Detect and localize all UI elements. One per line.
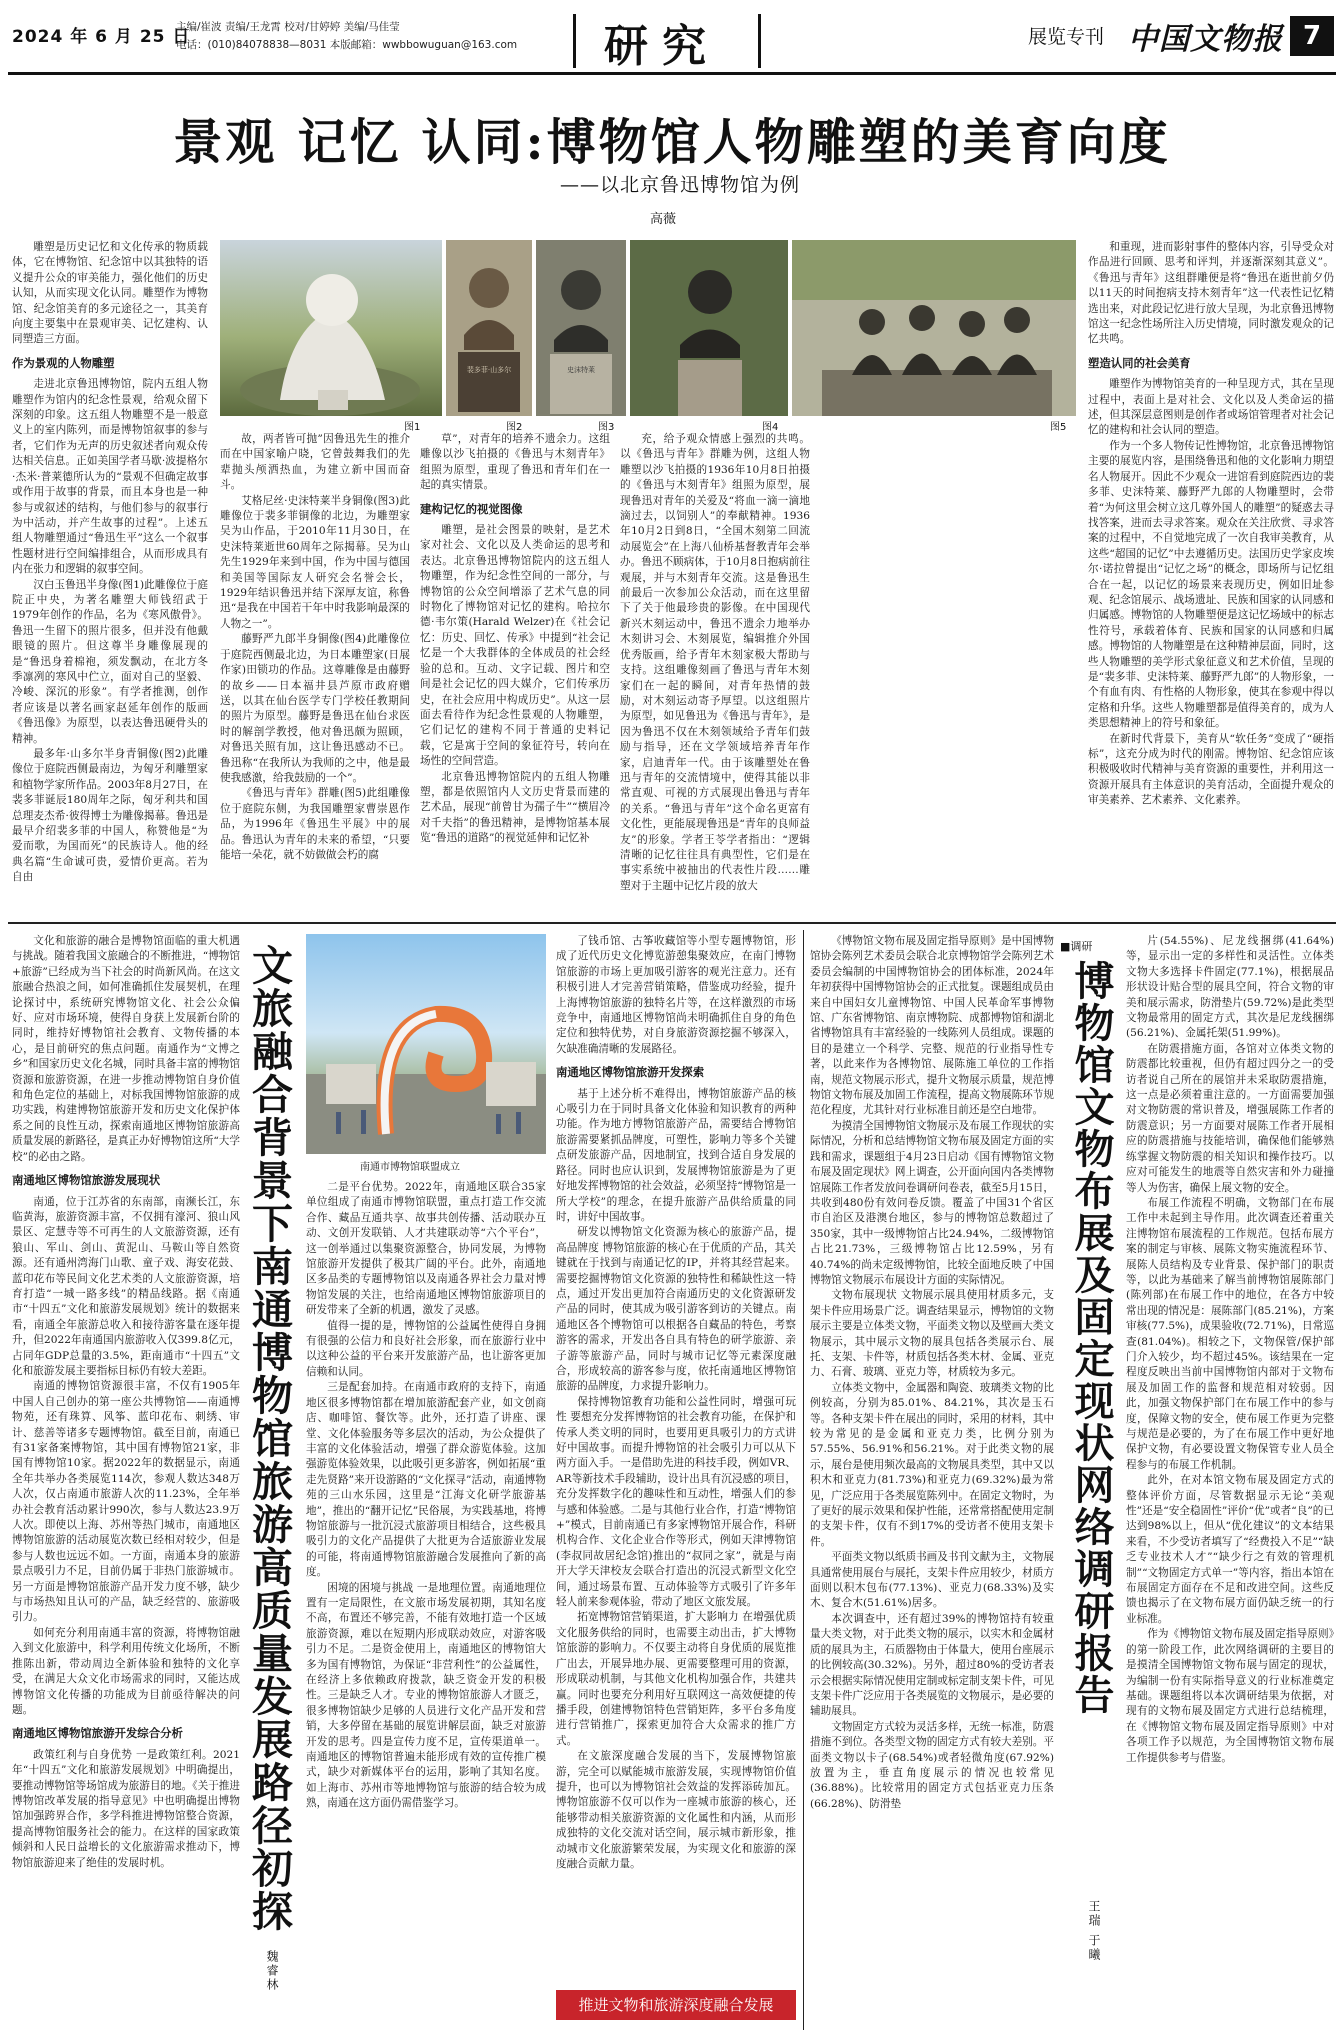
figure-3-photo	[536, 240, 626, 416]
paragraph: 在防震措施方面，各馆对立体类文物的防震都比较重视，但仍有超过四分之一的受访者说自己所在的展馆并未采取防震措施，这一点是必须着重注意的。一方面需要加强对文物防震的常识普及，增强展陈工作者的防震意识；另一方面要对展陈工作者开展相应的防震措施与技能培训，确保他们能够熟练掌握文物防震的相关知识和操作技巧。以应对可能发生的地震等自然灾害和外力碰撞等人为伤害，确保上展文物的安全。	[1126, 1042, 1334, 1194]
plaque-text: 史沫特莱	[567, 366, 595, 374]
paragraph: 值得一提的是，博物馆的公益属性使得自身拥有很强的公信力和良好社会形象，而在旅游行业中以这种公益的平台来开发旅游产品，也让游客更加信赖和认同。	[306, 1319, 546, 1378]
paragraph: 片(54.55%)、尼龙线捆绑(41.64%)等，显示出一定的多样性和灵活性。立体类文物大多选择卡件固定(77.1%)，根据展品形状设计贴合型的展具空间，符合文物的审美和展示需求，防滑垫片(59.72%)是此类型文物最常用的固定方式，其次是尼龙线捆绑(56.21%)、金属托架(51.99%)。	[1126, 935, 1334, 1040]
masthead	[0, 0, 1344, 74]
article1-column-4	[620, 432, 810, 916]
paragraph: 此外，在对本馆文物布展及固定方式的整体评价方面，尽管数据显示无论“美观性”还是“安全稳固性”评价“优”或者“良”的已达到98%以上，但从“优化建议”的文本结果来看，不少受访者填写了“经费投入不足”“缺乏专业技术人才”“缺少行之有效的管理机制”“文物固定方式单一”等内容，指出本馆在布展固定方面存在不足和改进空间。这些反馈也揭示了在文物布展方面仍缺乏统一的行业标准。	[1126, 1474, 1334, 1625]
photo-caption: 南通市博物馆联盟成立	[360, 1162, 460, 1173]
paragraph: 三是配套加持。在南通市政府的支持下，南通地区很多博物馆都在增加旅游配套产业，如文创商店、咖啡馆、餐饮等。此外，还打造了讲座、课堂、文化体验服务等多层次的活动，为公众提供了丰富的文化体验活动，增强了群众游览体验。这加强游览体验效果，以此吸引更多游客，例如拓展“重走先贤路”来开设游路的“文化探寻”活动，南通博物苑的三山水乐园，这里是“江海文化研学旅游基地”，推出的“翻开记忆”民俗展，为实践基地，将博物馆旅游与一批沉浸式旅游项目相结合，这些极具吸引力的文化产品提供了大批更为合适旅游业发展的可能，将南通博物馆旅游融合发展推向了新的高度。	[306, 1381, 546, 1579]
paragraph: 《博物馆文物布展及固定指导原则》是中国博物馆协会陈列艺术委员会联合北京博物馆学会陈列艺术委员会编制的中国博物馆协会的团体标准，2024年年初获得中国博物馆协会的正式批复。课题组成员由来自中国妇女儿童博物馆、中国人民革命军事博物馆、广东省博物馆、南京博物院、成都博物馆和湖北省博物馆具有丰富经验的一线陈列人员组成。课题的目的是建立一个科学、完整、规范的行业指导性专著，以此来作为各博物馆、展陈施工单位的工作指南，规范文物展示形式，提升文物展示质量，规范博物馆文物布展及加固工作流程，提高文物展陈环节规范化程度，尤其针对行业标准目前还是空白地带。	[810, 935, 1054, 1117]
article3-author: 王瑞 于曦	[1087, 1900, 1101, 1962]
paragraph: 充，给予观众情感上强烈的共鸣。以《鲁迅与青年》群雕为例，这组人物雕塑以沙飞拍摄的1936年10月8日拍摄的《鲁迅与木刻青年》组照为原型，展现鲁迅对青年的关爱及“将血一滴一滴地滴过去，以饲别人”的奉献精神。1936年10月2日到8日，“全国木刻第二回流动展览会”在上海八仙桥基督教青年会举办。鲁迅不顾病体，于10月8日抱病前往观展，并与木刻青年交流。这是鲁迅生前最后一次参加公众活动，而在这里留下了关于他最珍贵的影像。在中国现代新兴木刻运动中，鲁迅不遗余力地举办木刻讲习会、木刻展览，编辑推介外国优秀版画，给予青年木刻家极大帮助与支持。这组雕像刻画了鲁迅与青年木刻家们在一起的瞬间，对青年热情的鼓励，对木刻运动寄予厚望。以这组照片为原型，如见鲁迅为《鲁迅与青年》，是因为鲁迅不仅在木刻领域给予青年们鼓励与指导，还在文学领域培养青年作家，启迪青年一代。由于该雕塑处在鲁迅与青年的交流情境中，使得其能以非常直观、可视的方式展现出鲁迅与青年的关系。“鲁迅与青年”这个命名更富有文化性，更能展现鲁迅是“青年的良师益友”的形象。学者王苓学者指出：“逻辑清晰的记忆往往具有典型性，它们是在事实系统中被抽出的代表性片段……雕塑对于主题中记忆片段的放大	[620, 433, 810, 892]
masthead-divider	[573, 14, 576, 68]
section-title: 研究	[604, 21, 720, 72]
paragraph: 南通的博物馆资源很丰富，不仅有1905年中国人自己创办的第一座公共博物馆——南通博物苑，还有珠算、风筝、蓝印花布、刺绣、审计、慈善等诸多专题博物馆。截至目前，南通已有31家备案博物馆，其中国有博物馆21家，非国有博物馆10家。据2022年的数据显示，南通全年共举办各类展览114次，参观人数达348万人次，仅占南通市旅游人次的11.23%，全年举办社会教育活动累计990次，参与人数达23.9万人次。即使以上海、苏州等热门城市，南通地区博物馆旅游的活动展览次数已经相对较少，但是参与人数也远远不如。一方面，南通本身的旅游景点吸引力不足，目前仍属于非热门旅游城市。另一方面是博物馆旅游产品开发力度不够，缺少与市场热知且认可的产品，缺乏经营的、旅游吸引力。	[12, 1380, 240, 1624]
paragraph: 走进北京鲁迅博物馆，院内五组人物雕塑作为馆内的纪念性景观，给观众留下深刻的印象。这五组人物雕塑不是一般意义上的室内陈列，而是博物馆叙事的参与者，它们作为无声的历史叙述者向观众传达相关信息。正如美国学者马歇·波提格尔·杰米·普莱德所认为的“景观不但确定故事或作用于故事的背景，而且本身也是一种参与或叙述的结构，与他们参与的叙事行为中活动，并产生故事的过程”。上述五组人物雕塑通过“鲁迅生平”这么一个叙事性题材进行空间编排组合，从而形成具有内在张力和逻辑的叙事空间。	[12, 378, 208, 576]
article2-title: 文旅融合背景下南通博物馆旅游高质量发展路径初探	[245, 944, 293, 1933]
section-heading: 南通地区博物馆旅游发展现状	[12, 1173, 161, 1188]
section-heading: 建构记忆的视觉图像	[420, 501, 523, 516]
masthead-divider	[758, 14, 761, 68]
paragraph: 文化和旅游的融合是博物馆面临的重大机遇与挑战。随着我国文旅融合的不断推进，“博物馆+旅游”已经成为当下社会的时尚新风尚。在这文旅融合热浪之间，如何准确抓住发展契机，在理论探讨中，系统研究博物馆文化、社会公众偏好、应对市场环境，使得自身获上发展新台阶的同时，维持好博物馆社会教育、文物传播的本心，是目前研究的焦点问题。南通作为“文博之乡”和国家历史文化名城，同时具备丰富的博物馆资源和旅游资源，在进一步推动博物馆自身价值和角色定位的基础上，对标我国博物馆旅游的成功实践，构建博物馆旅游开发和历史文化保护体系之间的良性互动，探索南通地区博物馆旅游高质量发展的新路径，是真正办好博物馆这所“大学校”的必由之路。	[12, 935, 240, 1163]
museum-alliance-image	[306, 934, 546, 1154]
section-heading: 作为景观的人物雕塑	[12, 355, 115, 370]
article1-column-2	[220, 432, 410, 916]
paragraph: 最多年·山多尔半身青铜像(图2)此雕像位于庭院西侧最南边，为匈牙利雕塑家和植物学家所作品。2003年8月27日，在裴多菲诞辰180周年之际，匈牙利共和国总理麦杰希·彼得博士为雕像揭幕。鲁迅是最早介绍裴多菲的中国人，称赞他是“为爱而歌，为国而死”的民族诗人。他的经典名篇“生命诚可贵，爱情价更高。若为自由	[12, 748, 208, 884]
alliance-photo	[306, 934, 546, 1154]
article1-column-5	[1088, 240, 1334, 916]
article2-author: 魏睿林	[265, 1950, 279, 1992]
bust-sculpture-image	[536, 240, 626, 416]
paragraph: 作为《博物馆文物布展及固定指导原则》的第一阶段工作，此次网络调研的主要目的是摸清全国博物馆文物布展与固定的现状，为编制一份有实际指导意义的行业标准奠定基础。课题组将以本次调研结果为依据，对现有的文物布展及固定方式进行总结梳理，在《博物馆文物布展及固定指导原则》中对各项工作予以规范，为全国博物馆文物布展工作提供参考与借鉴。	[1126, 1628, 1334, 1764]
bust-sculpture-image	[220, 240, 442, 416]
section-heading: 南通地区博物馆旅游开发综合分析	[12, 1726, 183, 1741]
paragraph: 研发以博物馆文化资源为核心的旅游产品，提高品牌度 博物馆旅游的核心在于优质的产品，其关键就在于找到与南通记忆的IP，并将其经营起来。需要挖掘博物馆文化资源的独特性和稀缺性这一特点，通过开发出更加符合南通历史的文化资源研发产品的同时，使其成为吸引游客到访的关键点。南通地区各个博物馆可以根据各自藏品的特色，考察游客的需求，开发出各自具有特色的研学旅游、亲子游等旅游产品，同时与城市记忆等元素深度融合，形成较高的游客参与度，依托南通地区博物馆旅游的品牌度，力求提升影响力。	[556, 1226, 796, 1393]
figure-5-photo	[792, 240, 1076, 416]
column-tag: ■调研	[1060, 940, 1093, 953]
paragraph: 在新时代背景下，美育从“软任务”变成了“硬指标”，这充分成为时代的刚需。博物馆、纪念馆应该积极吸收时代精神与美育资源的重要性，并利用这一资源开展具有主体意识的美育活动，全面提升观众的审美素养、艺术素养、文化素养。	[1088, 732, 1334, 807]
figure-3-caption: 图3	[598, 422, 615, 433]
paragraph: 文物布展现状 文物展示展具使用材质多元，支架卡件应用场景广泛。调查结果显示，博物馆的文物展示主要是立体类文物，平面类文物以及壁画大类文物展示，其中展示文物的展具包括各类展示台、展托、支架、卡件等，材质包括各类木材、金属、亚克力、石膏、玻璃、亚克力等，材质较为多元。	[810, 1289, 1054, 1379]
group-sculpture-image	[792, 240, 1076, 416]
paragraph: 政策红利与自身优势 一是政策红利。2021年“十四五”文化和旅游发展规划》中明确提出，要推动博物馆等场馆成为旅游目的地。《关于推进博物馆改革发展的指导意见》中也明确提出博物馆加强跨界合作，多学科推进博物馆整合资源，提高博物馆服务社会的能力。在这样的国家政策倾斜和人民日益增长的文化旅游需求推动下，博物馆旅游迎来了绝佳的发展时机。	[12, 1748, 240, 1869]
paragraph: 故，两者皆可抛”因鲁迅先生的推介而在中国家喻户晓，它曾鼓舞我们的先辈抛头颅洒热血，为建立新中国而奋斗。	[220, 433, 410, 492]
paragraph: 文物固定方式较为灵活多样，无统一标准，防震措施不到位。各类型文物的固定方式有较大差别。平面类文物以卡子(68.54%)或者轻微角度(67.92%)放置为主，垂直角度展示的情况也较常见(36.88%)。比较常用的固定方式包括亚克力压条(66.28%)、防滑垫	[810, 1720, 1054, 1810]
paragraph: 布展工作流程不明确，文物部门在布展工作中未起到主导作用。此次调查还着重关注博物馆布展流程的工作规范。包括布展方案的制定与审核、展陈文物实施流程环节、展陈人员结构及专业背景、保护部门的职责等，以此为基础来了解当前博物馆展陈部门(陈列部)在布展工作中的地位，在各方中较常出现的情况是：展陈部门(85.21%)，方案审核(77.5%)，成果验收(72.71%)，日常巡查(81.04%)。相较之下，文物保管/保护部门介入较少，均不超过45%。该结果在一定程度反映出当前中国博物馆内部对于文物布展及加固工作的监督和规范相对较弱。因此，加强文物保护部门在布展工作中的参与度，保障文物的安全，使布展工作更为完整与规范是必要的，为了在布展工作中更好地保护文物，有必要设置文物保管专业人员全程参与的布展工作机制。	[1126, 1196, 1334, 1471]
figure-1-caption: 图1	[404, 422, 421, 433]
figure-2-photo	[446, 240, 532, 416]
paragraph: 本次调查中，还有超过39%的博物馆持有较重量大类文物，对于此类文物的展示，以实木和金属材质的展具为主，石质器物由于体量大，使用台座展示的比例较高(30.32%)。另外，超过80%的受访者表示会根据实际情况使用定制或标定制支架卡件，可见支架卡件广泛应用于各类展览的文物展示，是必要的辅助展具。	[810, 1612, 1054, 1718]
paragraph: 基于上述分析不难得出，博物馆旅游产品的核心吸引力在于同时具备文化体验和知识教育的两种功能。作为地方博物馆旅游产品，需要结合博物馆旅游需要紧抓品牌度，可塑性，影响力等多个关键点研发旅游产品，因地制宜，找到合适自身发展的路径。同时也应认识到，发展博物馆旅游是为了更好地发挥博物馆的社会效益，必须坚持“博物馆是一所大学校”的理念，在提升旅游产品供给质量的同时，讲好中国故事。	[556, 1087, 796, 1223]
newspaper-logo: 中国文物报	[1128, 22, 1283, 57]
paragraph: 南通，位于江苏省的东南部，南濒长江，东临黄海，旅游资源丰富，不仅拥有濠河、狼山风景区、定慧寺等不可再生的人文旅游资源，还有狼山、军山、剑山、黄泥山、马鞍山等自然资源。还有通州湾海门山歌、童子戏、海安花鼓、蓝印花布等民间文化艺术类的人文旅游资源，培育打造“一城一路多线”的精品线路。据《南通市“十四五”文化和旅游发展规划》统计的数据来看，南通全年旅游总收入和接待游客量在逐年提升，但2022年南通国内旅游收入仅399.8亿元，占同年GDP总量的3.5%，距南通市“十四五”文化和旅游发展主要指标目标仍有较大差距。	[12, 1195, 240, 1377]
section-heading: 塑造认同的社会美育	[1088, 355, 1191, 370]
article2-column-2	[306, 1180, 546, 2036]
paragraph: 雕塑作为博物馆美育的一种呈现方式，其在呈现过程中，表面上是对社会、文化以及人类命运的描述，但其深层意图则是创作者或场馆管理者对社会记忆的建构和社会认同的塑造。	[1088, 378, 1334, 437]
bust-sculpture-image	[630, 240, 788, 416]
paragraph: 为摸清全国博物馆文物展示及布展工作现状的实际情况，分析和总结博物馆文物布展及固定方面的实践和需求，课题组于4月23日启动《国有博物馆文物布展及固定现状》网上调查，公开面向国内各类博物馆展陈工作者发放问卷调研问卷表，截至5月15日，共收到480份有效问卷反馈。覆盖了中国31个省区市自治区及港澳台地区，参与的博物馆总数超过了350家，其中一级博物馆占比24.94%，二级博物馆占比21.73%，三级博物馆占比12.59%，另有40.74%的尚未定级博物馆，比较全面地反映了中国博物馆文物展示布展设计方面的实际情况。	[810, 1119, 1054, 1286]
issue-date: 2024 年 6 月 25 日	[12, 27, 191, 47]
staff-line: 主编/崔波 责编/王龙霄 校对/甘婷婷 美编/马佳莹	[176, 21, 400, 33]
article3-column-2	[1126, 934, 1334, 2034]
section-divider	[8, 922, 1336, 924]
article1-column-3	[420, 432, 610, 916]
article-subtitle: ——以北京鲁迅博物馆为例	[560, 174, 801, 196]
article1-column-4b	[820, 432, 1076, 916]
figure-4-photo	[630, 240, 788, 416]
paragraph: 二是平台优势。2022年，南通地区联合35家单位组成了南通市博物馆联盟，重点打造工作交流合作、藏品互通共享、故事共创传播、活动联办互动、文创开发联销、人才共建联动等“六个平台”，这一创举通过以集聚资源整合，协同发展，为博物馆旅游开发提供了极其广阔的平台。此外，南通地区多品类的专题博物馆以及南通各界社会力量对博物馆发展的关注，也给南通地区博物馆旅游项目的研发带来了全新的机遇，激发了灵感。	[306, 1181, 546, 1317]
article1-column-1	[12, 240, 208, 916]
article-headline: 景观 记忆 认同:博物馆人物雕塑的美育向度	[173, 113, 1171, 171]
paragraph: 草”，对青年的培养不遗余力。这组雕像以沙飞拍摄的《鲁迅与木刻青年》组照为原型，重现了鲁迅和青年们在一起的真实情景。	[420, 433, 610, 492]
paragraph: 《鲁迅与青年》群雕(图5)此组雕像位于庭院东侧，为我国雕塑家曹崇恩作品，为1996年《鲁迅生平展》中的展品。鲁迅认为青年的未来的希望，“只要能培一朵花，就不妨做做会朽的腐	[220, 787, 410, 861]
paragraph: 了钱币馆、古筝收藏馆等小型专题博物馆，形成了近代历史文化博览游憩集聚效应，在南门博物馆旅游的市场上更加吸引游客的观光注意力。还有积极引进人才完善营销策略，借鉴成功经验，提升上海博物馆旅游的独特名片等，在这样激烈的市场竞争中，南通地区博物馆尚未明确抓住自身的角色定位和独特优势，对自身旅游资源挖掘不够深入，欠缺准确清晰的发展路径。	[556, 935, 796, 1055]
paragraph: 如何充分利用南通丰富的资源，将博物馆融入到文化旅游中，科学利用传统文化场所，不断推陈出新，带动周边全新体验和独特的文化享受，在满足大众文化市场需求的同时，又能达成博物馆文化传播的功能成为目前亟待解决的问题。	[12, 1626, 240, 1716]
paragraph: 汉白玉鲁迅半身像(图1)此雕像位于庭院正中央，为著名雕塑大师钱绍武于1979年创作的作品，名为《寒风傲骨》。鲁迅一生留下的照片很多，但并没有他戴眼镜的照片。但这尊半身雕像展现的是“鲁迅身着棉袍，须发飘动，在北方冬季凛冽的寒风中伫立，面对自己的坚毅、冷峻、深沉的形象”。有学者推测，创作者应该是以著名画家赵延年创作的版画《鲁迅像》为原型，以表达鲁迅硬骨头的精神。	[12, 578, 208, 745]
special-issue-label: 展览专刊	[1028, 26, 1105, 48]
article2-column-3	[556, 934, 796, 1980]
figure-2-caption: 图2	[506, 422, 523, 433]
paragraph: 平面类文物以纸质书画及书刊文献为主，文物展具通常使用展台与展托，支架卡件应用较少，材质方面则以积木包布(77.13%)、亚克力(68.33%)及实木、复合木(51.61%)居多。	[810, 1551, 1054, 1610]
editorial-staff	[176, 18, 517, 54]
paragraph: 拓宽博物馆营销渠道，扩大影响力 在增强优质文化服务供给的同时，也需要主动出击，扩大博物馆旅游的影响力。不仅要主动将自身优质的展览推广出去，开展异地办展、更需要整理可用的资源，形成联动机制，与其他文化机构加强合作，共建共赢。同时也要充分利用好互联网这一高效便捷的传播手段，创建博物馆特色营销矩阵，多平台多角度进行营销推广，探索更加符合大众需求的推广方式。	[556, 1611, 796, 1747]
contact-line: 电话：(010)84078838—8031 本版邮箱：wwbbowuguan@163.com	[176, 39, 518, 51]
article-byline: 高薇	[650, 212, 677, 227]
masthead-rule	[8, 72, 1336, 75]
article3-title: 博物馆文物布展及固定现状网络调研报告	[1068, 960, 1115, 1716]
paragraph: 雕塑，是社会图景的映射，是艺术家对社会、文化以及人类命运的思考和表达。北京鲁迅博物馆院内的这五组人物雕塑，作为纪念性空间的一部分，与博物馆的公众空间增添了艺术气息的同时物化了博物馆对记忆的建构。哈拉尔德·韦尔策(Harald Welzer)在《社会记忆：历史、回忆、传承》中提到“社会记忆是一个大我群体的全体成员的社会经验的总和。互动、文字记载、图片和空间是社会记忆的四大媒介，它们传承历史，在社会应用中构成历史”。从这一层面去看待作为纪念性景观的人物雕塑，它们记忆的建构不同于普通的史料记载，它是寓于空间的象征符号，转向在场性的空间营造。	[420, 524, 610, 768]
paragraph: 在文旅深度融合发展的当下，发展博物馆旅游，完全可以赋能城市旅游发展，实现博物馆价值提升，也可以为博物馆社会效益的发挥添砖加瓦。博物馆旅游不仅可以作为一座城市旅游的核心，还能够带动相关旅游资源的文化属性和内涵，从而形成独特的文化交流对话空间，展示城市新形象，推动城市文化旅游繁荣发展，为实现文化和旅游的深度融合贡献力量。	[556, 1750, 796, 1870]
figure-1-photo	[220, 240, 442, 416]
paragraph: 藤野严九郎半身铜像(图4)此雕像位于庭院西侧最北边，为日本雕塑家(日展作家)田锁功的作品。这尊雕像是由藤野的故乡——日本福井县芦原市政府赠送，以其在仙台医学专门学校任教期间的照片为原型。藤野是鲁迅在仙台求医时的解剖学教授，他对鲁迅颇为照顾，对鲁迅关照有加，这让鲁迅感动不已。鲁迅称“在我所认为我师的之中，他是最使我感激，给我鼓励的一个”。	[220, 633, 410, 784]
topic-banner: 推进文物和旅游深度融合发展	[556, 1990, 796, 2020]
paragraph: 立体类文物中，金属器和陶瓷、玻璃类文物的比例较高，分别为85.01%、84.21%，其次是玉石等。各种支架卡件在展出的同时，采用的材料，其中较为常见的是金属和亚克力类，比例分别为57.55%、56.91%和56.21%。对于此类文物的展示，展台是使用频次最高的文物展具类型，其中又以积木和亚克力(81.73%)和亚克力(69.32%)最为常见，广泛应用于各类展览陈列中。在固定文物时，为了更好的展示效果和保护性能，还常常搭配使用定制的支架卡件，仅有不到17%的受访者不使用支架卡件。	[810, 1381, 1054, 1548]
paragraph: 和重现，进而影射事件的整体内容，引导受众对作品进行回顾、思考和评判，并逐渐深刻其意义”。《鲁迅与青年》这组群雕便是将“鲁迅在逝世前夕仍以11天的时间抱病支持木刻青年”这一代表性记忆精选出来，对此段记忆进行放大呈现，为北京鲁迅博物馆这一纪念性场所注入历史情境，同时激发观众的记忆共鸣。	[1088, 241, 1334, 346]
paragraph: 保持博物馆教育功能和公益性同时，增强可玩性 要想充分发挥博物馆的社会教育功能，在保护和传承人类文明的同时，也要用更具吸引力的方式讲好中国故事。而提升博物馆的社会吸引力可以从下两方面入手。一是借助先进的科技手段，例如VR、AR等新技术手段辅助，设计出具有沉浸感的项目，充分发挥数字化的趣味性和互动性，增强人们的参与感和体验感。二是与其他行业合作，打造“博物馆+”模式，目前南通已有多家博物馆开展合作，科研机构合作、文化企业合作等形式，例如天津博物馆(李叔同故居纪念馆)推出的“叔同之家”，就是与南开大学天津校友会联合打造出的沉浸式新型文化空间，通过场景布置、互动体验等方式吸引了许多年轻人前来参观体验，带动了地区文旅发展。	[556, 1395, 796, 1609]
page-number: 7	[1290, 16, 1334, 56]
article2-column-1	[12, 934, 240, 2030]
paragraph: 雕塑是历史记忆和文化传承的物质载体，它在博物馆、纪念馆中以其独特的语义提升公众的审美能力，强化他们的历史认知，从而实现文化认同。雕塑作为博物馆、纪念馆美育的多元途径之一，其美育向度主要集中在景观审美、记忆建构、认同塑造三方面。	[12, 241, 208, 346]
section-heading: 南通地区博物馆旅游开发探索	[556, 1065, 705, 1080]
paragraph: 北京鲁迅博物馆院内的五组人物雕塑，都是依照馆内人文历史背景而建的艺术品，展现“前曾甘为孺子牛”“横眉冷对千夫指”的鲁迅精神，是博物馆基本展览“鲁迅的道路”的视觉延伸和记忆补	[420, 770, 610, 845]
article3-column-1	[810, 934, 1054, 2034]
figure-5-caption: 图5	[1050, 422, 1067, 433]
column-divider	[803, 930, 804, 2030]
plaque-text: 裴多菲·山多尔	[466, 366, 512, 374]
paragraph: 艾格尼丝·史沫特莱半身铜像(图3)此雕像位于裴多菲铜像的北边，为雕塑家吴为山作品，于2010年11月30日，在史沫特莱逝世60周年之际揭幕。吴为山先生1929年来到中国，作为中国与德国和美国等国际友人研究会名誉会长，1929年结识鲁迅并结下深厚友谊，称鲁迅“是我在中国若干年中时我影响最深的人物之一”。	[220, 494, 410, 630]
figure-4-caption: 图4	[762, 422, 779, 433]
paragraph: 困境的困境与挑战 一是地理位置。南通地理位置有一定局限性，在文旅市场发展初期，其知名度不高，布置还不够完善，不能有效地打造一个区域旅游资源，难以在短期内形成联动效应，对游客吸引力不足。二是资金使用上，南通地区的博物馆大多为国有博物馆，为保证“非营利性”的公益属性，在经济上多依赖政府拨款，缺乏资金开发的积极性。三是缺乏人才。专业的博物馆旅游人才匮乏，很多博物馆缺少足够的人员进行文化产品开发和营销，大多停留在基础的展览讲解层面，缺乏对旅游开发的思考。四是宣传力度不足，宣传渠道单一。南通地区的博物馆普遍未能形成有效的宣传推广模式，缺少对新媒体平台的运用，影响了其知名度。如上海市、苏州市等地博物馆与旅游的结合较为成熟，南通在这方面仍需借鉴学习。	[306, 1581, 546, 1810]
paragraph: 作为一个多人物传记性博物馆，北京鲁迅博物馆主要的展览内容，是围绕鲁迅和他的文化影响力期望名人物展开。因此不少观众一进馆看到庭院西边的裴多菲、史沫特莱、藤野严九郎的人物雕塑时，会带着“为何这里会树立这几尊外国人的雕塑”的疑惑去寻找答案，进而去寻求答案。观众在关注欣赏、寻求答案的过程中，不自觉地完成了一次自我审美教育，从这些“超国的记忆”中去遵循历史。法国历史学家皮埃尔·诺拉曾提出“记忆之场”的概念，即场所与记忆组合在一起，以记忆的场景来表现历史，例如旧址参观、纪念馆展示、战场遗址、民族和国家的认同感和归属感。博物馆的人物雕塑便是这记忆场域中的标志性符号，承载着体育、民族和国家的认同感和归属感。博物馆的人物雕塑是在这种精神层面，同时，这些人物雕塑的美学形式象征意义和艺术价值，呈现的是“裴多菲、史沫特莱、藤野严九郎”的人物形象，一个有血有肉、有性格的人物形象，使其在参观中得以定格和升华。这些人物雕塑都是值得美育的，成为人类思想精神上的符号和象征。	[1088, 439, 1334, 730]
bust-sculpture-image	[446, 240, 532, 416]
